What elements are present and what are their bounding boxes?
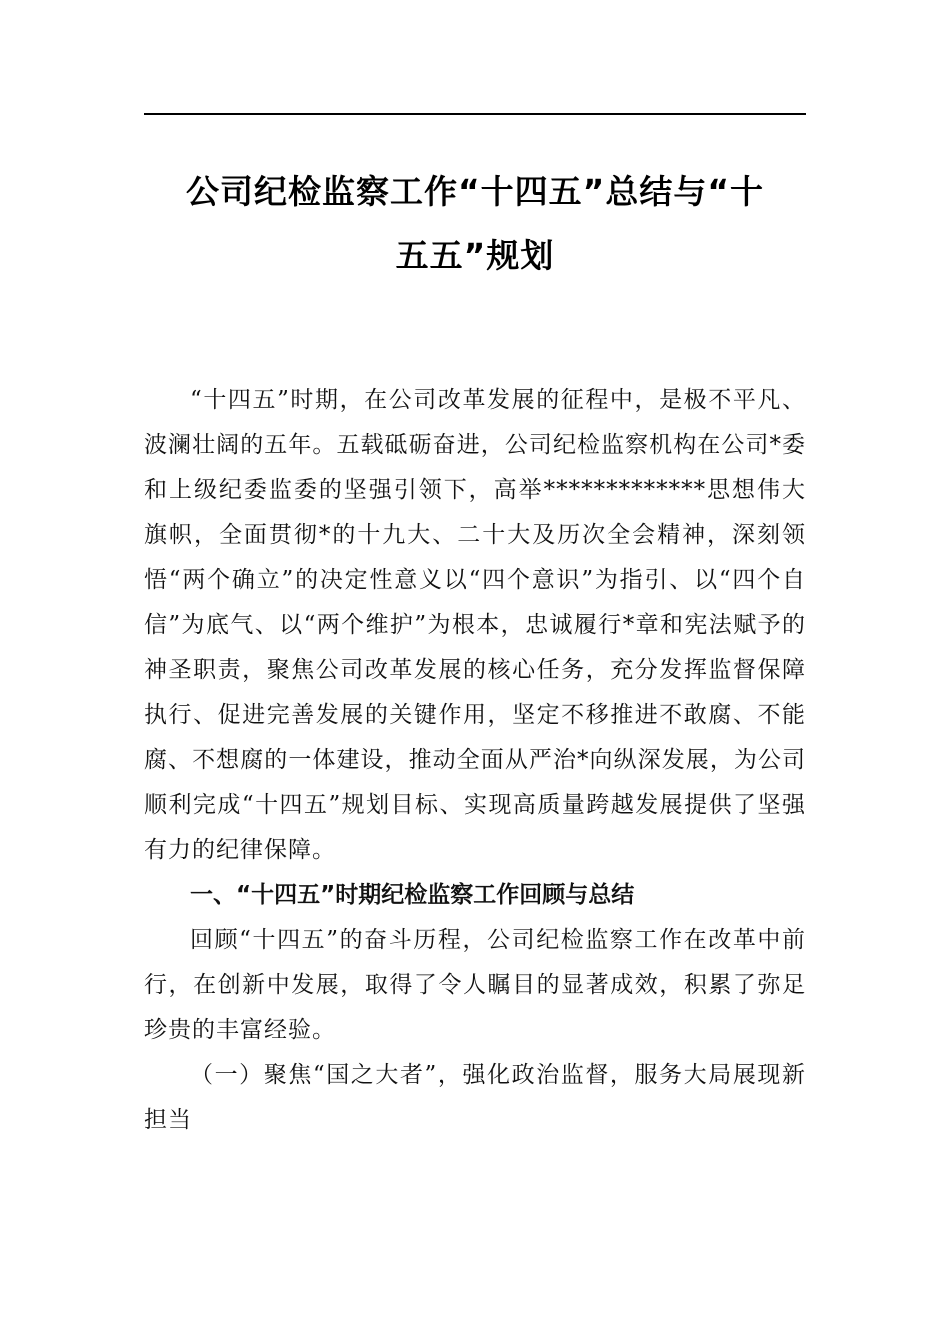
header-rule bbox=[144, 113, 806, 115]
title-line-2: 五五”规划 bbox=[395, 236, 555, 275]
title-line-1: 公司纪检监察工作“十四五”总结与“十 bbox=[185, 172, 765, 211]
document-title bbox=[144, 160, 806, 288]
subsection-1-heading: （一）聚焦“国之大者”，强化政治监督，服务大局展现新担当 bbox=[144, 1062, 806, 1133]
intro-paragraph: “十四五”时期，在公司改革发展的征程中，是极不平凡、波澜壮阔的五年。五载砥砺奋进，公司纪检监察机构在公司*委和上级纪委监委的坚强引领下，高举*************思想伟大旗帜，全面贯彻*的十九大、二十大及历次全会精神，深刻领悟“两个确立”的决定性意义以“四个意识”为指引、以“四个自信”为底气、以“两个维护”为根本，忠诚履行*章和宪法赋予的神圣职责，聚焦公司改革发展的核心任务，充分发挥监督保障执行、促进完善发展的关键作用，坚定不移推进不敢腐、不能腐、不想腐的一体建设，推动全面从严治*向纵深发展，为公司顺利完成“十四五”规划目标、实现高质量跨越发展提供了坚强有力的纪律保障。 bbox=[144, 387, 806, 863]
section-1-paragraph: 回顾“十四五”的奋斗历程，公司纪检监察工作在改革中前行，在创新中发展，取得了令人瞩目的显著成效，积累了弥足珍贵的丰富经验。 bbox=[144, 927, 806, 1043]
document-body bbox=[144, 378, 806, 1143]
section-1-heading: 一、“十四五”时期纪检监察工作回顾与总结 bbox=[190, 882, 635, 908]
